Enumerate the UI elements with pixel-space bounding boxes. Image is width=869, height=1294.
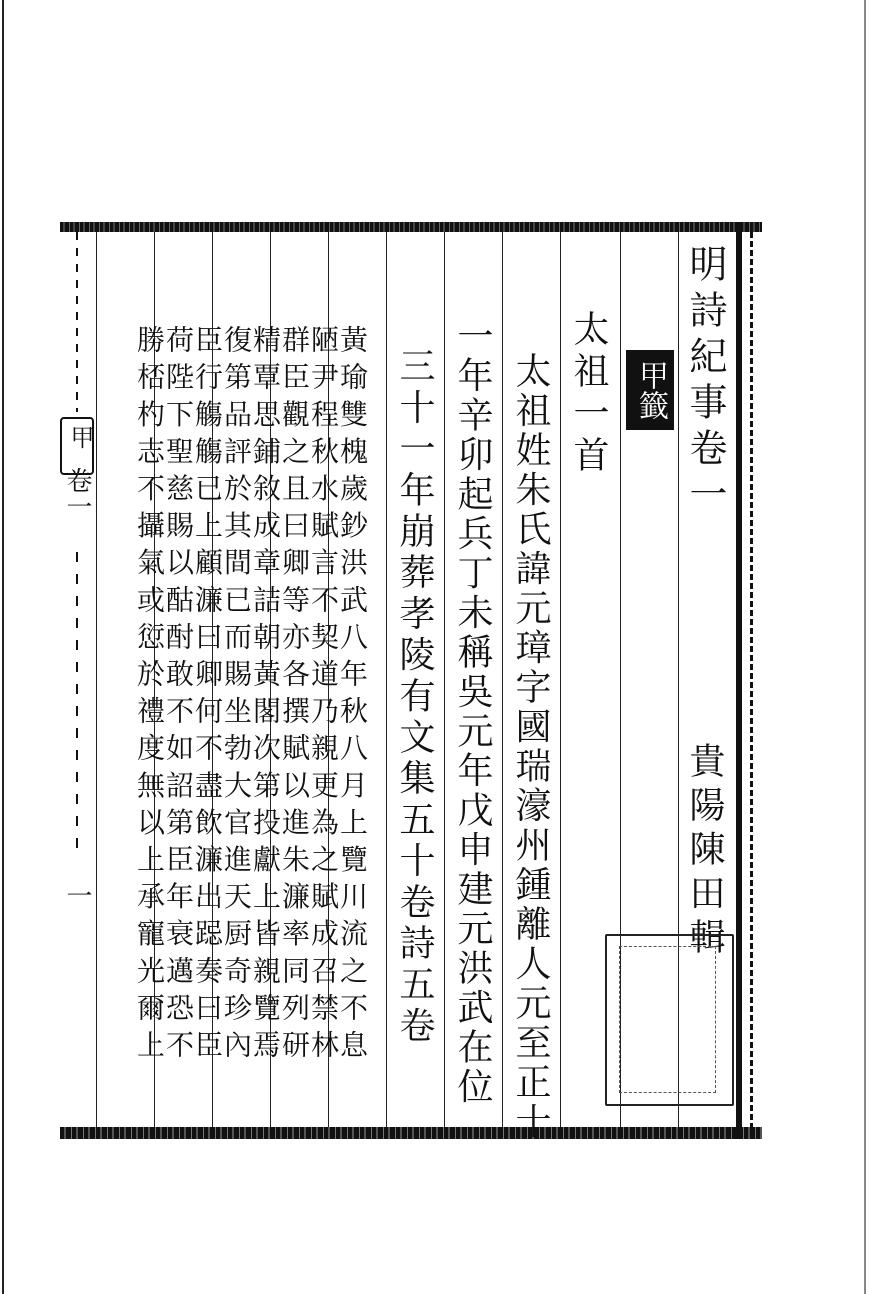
text-column: 陋尹程秋水賦言不契道乃親更為之賦成召禁林 (307, 325, 340, 1067)
page-frame (60, 222, 762, 1142)
text-column: 三十一年崩葬孝陵有文集五十卷詩五卷 (394, 347, 435, 1048)
bottom-border (60, 1127, 762, 1139)
section-seal-box: 甲籤 (626, 350, 674, 430)
book-title: 明詩紀事卷一 (683, 244, 727, 520)
column-rule (96, 232, 97, 1127)
fold-mark: 甲 (60, 417, 94, 475)
text-column: 荷陛下聖慈賜以酤酎敢不如詔第臣年衰邁恐不 (162, 325, 195, 1067)
text-column: 復第品評於其間已而賜坐勃大官進天厨奇珍內 (220, 325, 253, 1067)
column-rule (386, 232, 387, 1127)
text-column: 黃瑜雙槐歲鈔洪武八年秋八月上覽川流之不息 (336, 325, 369, 1067)
page-edge-left (2, 0, 4, 1294)
column-rule (444, 232, 445, 1127)
text-column: 精覃思鋪敘成章詰朝黃閣次第投獻上皆親覽焉 (249, 325, 282, 1067)
fold-dash-bottom (76, 552, 78, 852)
subject-heading: 太祖一首 (568, 310, 609, 478)
fold-dash-top (76, 232, 78, 412)
compiler-credit: 貴陽陳田輯 (684, 742, 725, 962)
text-column: 勝桮杓志不攝氣或愆於禮度無以上承寵光爾上 (133, 325, 166, 1067)
column-rule (560, 232, 561, 1127)
right-border (736, 222, 742, 1139)
seal-stamp-inner (619, 946, 716, 1093)
text-column: 太祖姓朱氏諱元璋字國瑞濠州鍾離人元至正十 (510, 352, 551, 1142)
text-column: 群臣觀之且曰卿等亦各撰賦以進朱濂率同列研 (278, 325, 311, 1067)
seal-stamp (605, 934, 734, 1106)
fold-volume: 卷一 (62, 467, 92, 519)
column-rule (502, 232, 503, 1127)
right-border-dashed (750, 232, 753, 1132)
text-column: 一年辛卯起兵丁未稱吳元年戊申建元洪武在位 (452, 317, 493, 1107)
top-border (60, 222, 762, 232)
fold-page-number: 一 (62, 882, 92, 914)
page-edge-right (864, 0, 866, 1294)
text-column: 臣行觴觴已上顧濂曰卿何不盡飲濂出跽奏曰臣 (191, 325, 224, 1067)
